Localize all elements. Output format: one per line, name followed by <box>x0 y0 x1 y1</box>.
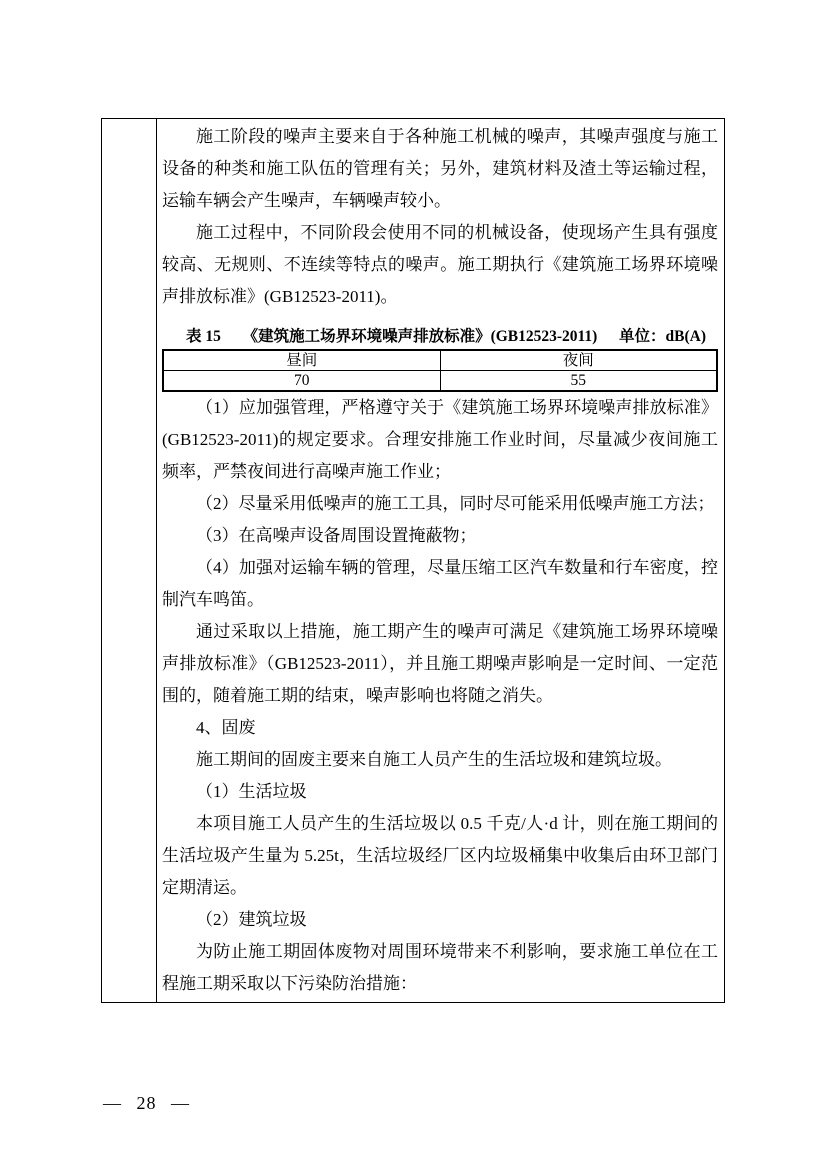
table15-header-row <box>163 350 717 371</box>
paragraph-measure-2-low-noise-tools: （2）尽量采用低噪声的施工工具，同时尽可能采用低噪声施工方法； <box>196 494 715 513</box>
heading-solid-waste: 4、固废 <box>196 718 256 737</box>
form-label-column-empty <box>102 119 157 1002</box>
table15-caption <box>186 327 706 347</box>
form-content-cell <box>157 119 724 1002</box>
report-form-table <box>101 118 725 1003</box>
paragraph-construction-noise-standard: 施工过程中，不同阶段会使用不同的机械设备，使现场产生具有强度较高、无规则、不连续等特点的噪声。施工期执行《建筑施工场界环境噪声排放标准》(GB12523-2011)。 <box>162 223 718 306</box>
paragraph-domestic-garbage-amount: 本项目施工人员产生的生活垃圾以 0.5 千克/人·d 计，则在施工期间的生活垃圾产生量为 5.25t，生活垃圾经厂区内垃圾桶集中收集后由环卫部门定期清运。 <box>162 814 718 897</box>
table15-caption-unit: 单位：dB(A) <box>619 328 706 345</box>
table15-value-daytime: 70 <box>163 371 440 392</box>
table15-noise-limit-table <box>162 349 718 392</box>
table15-value-nighttime: 55 <box>440 371 717 392</box>
table15-caption-label: 表 15 <box>186 328 221 345</box>
page-number: — 28 — <box>103 1093 190 1113</box>
heading-domestic-garbage: （1）生活垃圾 <box>196 782 307 801</box>
paragraph-measure-1-management: （1）应加强管理，严格遵守关于《建筑施工场界环境噪声排放标准》(GB12523-2011)的规定要求。合理安排施工作业时间，尽量减少夜间施工频率，严禁夜间进行高噪声施工作业； <box>162 398 718 481</box>
paragraph-measure-4-vehicle-control: （4）加强对运输车辆的管理，尽量压缩工区汽车数量和行车密度，控制汽车鸣笛。 <box>162 558 718 609</box>
table15-value-row <box>163 371 717 392</box>
paragraph-measure-3-shielding: （3）在高噪声设备周围设置掩蔽物； <box>196 526 477 545</box>
heading-construction-waste: （2）建筑垃圾 <box>196 910 307 929</box>
paragraph-construction-noise-sources: 施工阶段的噪声主要来自于各种施工机械的噪声，其噪声强度与施工设备的种类和施工队伍的管理有关；另外，建筑材料及渣土等运输过程，运输车辆会产生噪声，车辆噪声较小。 <box>162 127 718 210</box>
paragraph-solid-waste-sources: 施工期间的固废主要来自施工人员产生的生活垃圾和建筑垃圾。 <box>196 750 672 769</box>
paragraph-noise-conclusion: 通过采取以上措施，施工期产生的噪声可满足《建筑施工场界环境噪声排放标准》（GB12523-2011），并且施工期噪声影响是一定时间、一定范围的，随着施工期的结束，噪声影响也将随之消失。 <box>162 622 718 705</box>
paragraph-construction-waste-measures-intro: 为防止施工期固体废物对周围环境带来不利影响，要求施工单位在工程施工期采取以下污染防治措施： <box>162 942 718 993</box>
table15-header-daytime: 昼间 <box>163 350 440 371</box>
table15-header-nighttime: 夜间 <box>440 350 717 371</box>
table15-caption-title: 《建筑施工场界环境噪声排放标准》(GB12523-2011) <box>242 328 598 345</box>
